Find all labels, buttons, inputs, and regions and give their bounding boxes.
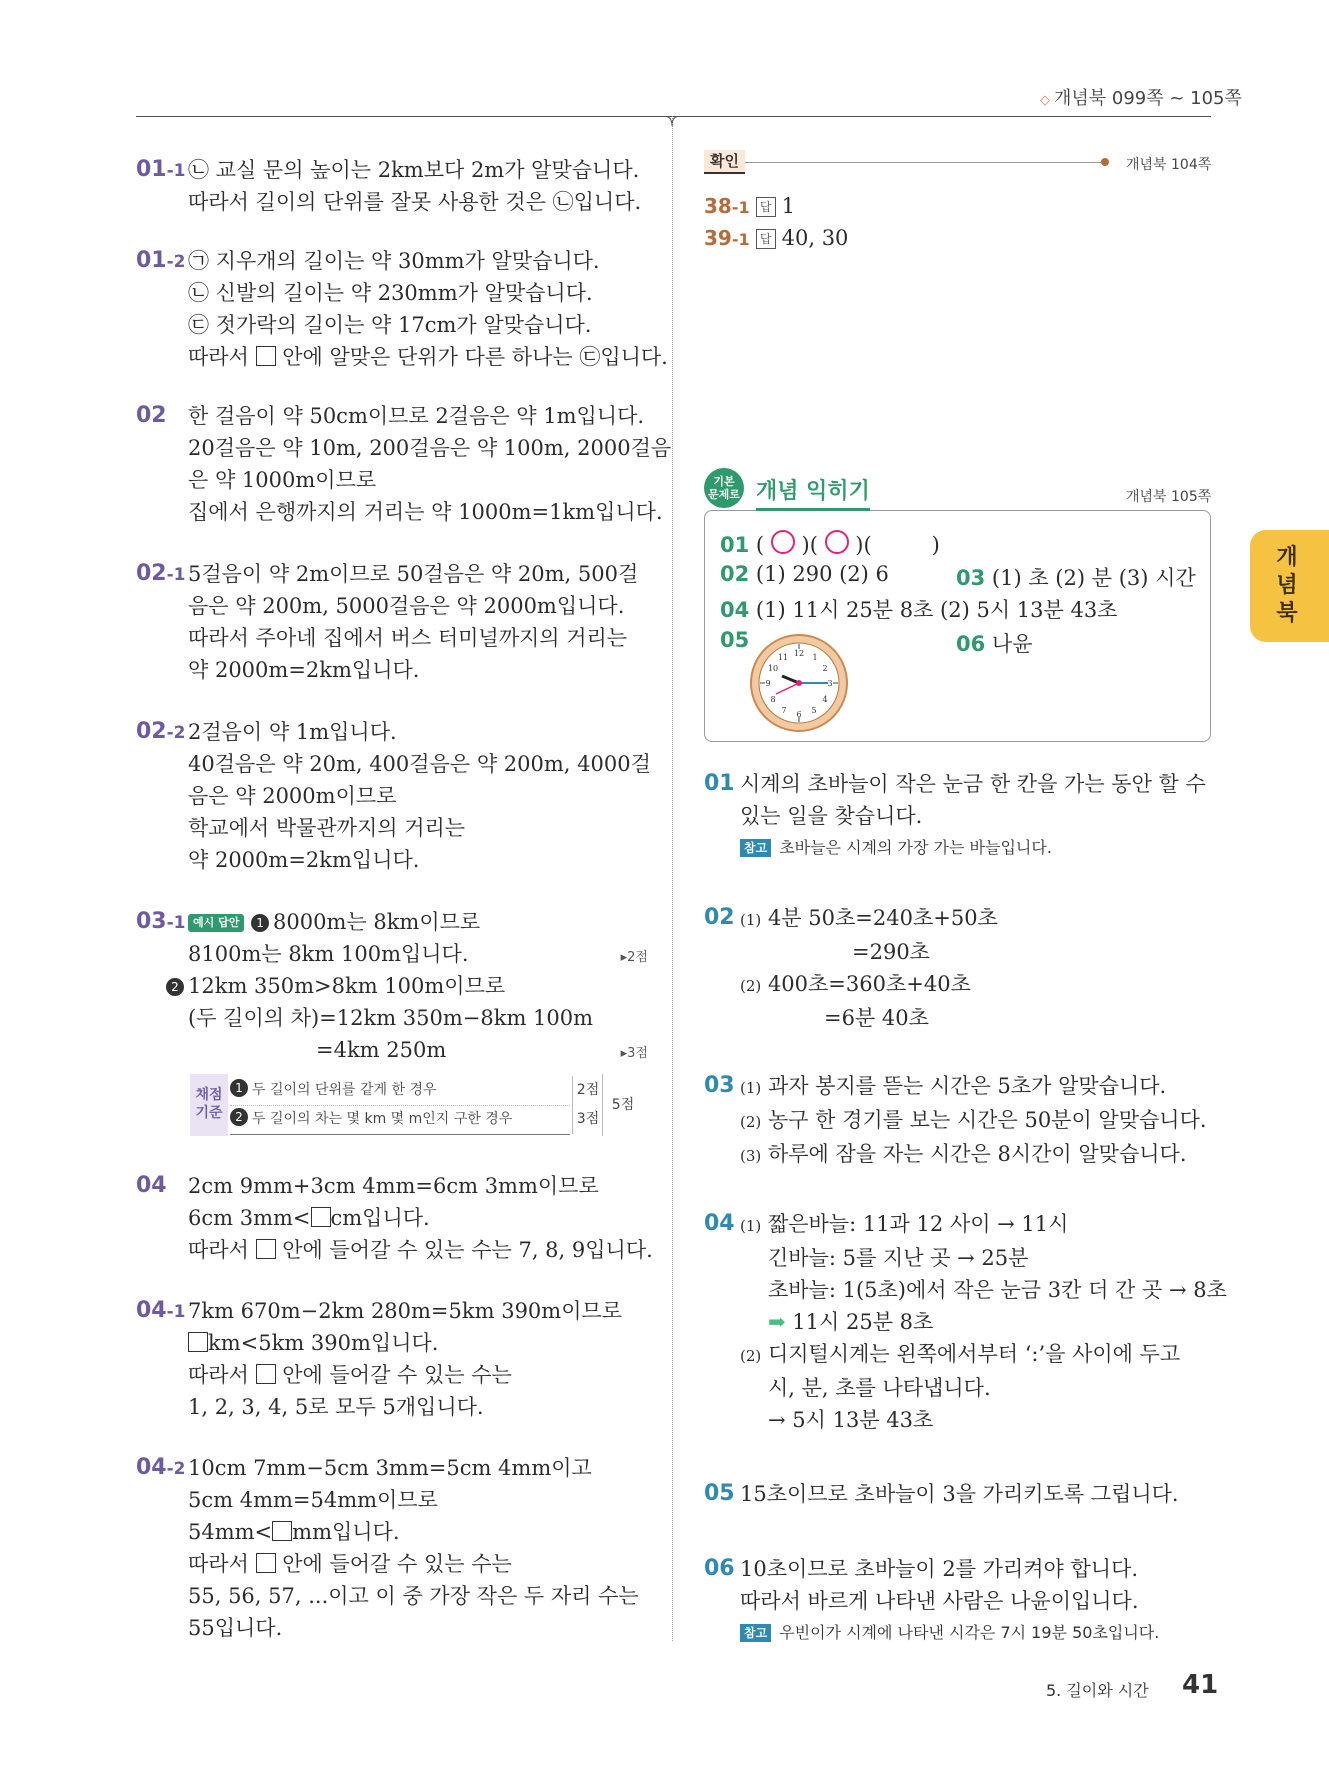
basic-01: 01 ( )( )( ) <box>720 530 940 557</box>
blank-box <box>272 1521 292 1541</box>
confirm-answer-39-1: 39-1 답 40, 30 <box>704 226 849 250</box>
confirm-reference: 개념북 104쪽 <box>1126 157 1212 173</box>
answer-icon: 답 <box>756 197 776 217</box>
page-number: 41 <box>1182 1670 1219 1700</box>
answer-04: 04 2cm 9mm+3cm 4mm=6cm 3mm이므로 6cm 3mm< cm입니다. 따라서 안에 들어갈 수 있는 수는 7, 8, 9입니다. <box>136 1173 653 1262</box>
step-2-icon: 2 <box>230 1108 248 1126</box>
svg-text:8: 8 <box>770 695 776 704</box>
diamond-icon: ◇ <box>1040 93 1050 108</box>
green-arrow-icon: ➡ <box>768 1309 786 1334</box>
answer-02: 02 한 걸음이 약 50cm이므로 2걸음은 약 1m입니다. 20걸음은 약 10m, 200걸음은 약 100m, 2000걸음 은 약 1000m이므로 집에서 은행까지의 거리는 약 1000m=1km입니다. <box>136 403 672 524</box>
chapter-label: 5. 길이와 시간 <box>1046 1681 1149 1700</box>
explain-01: 01 시계의 초바늘이 작은 눈금 한 칸을 가는 동안 할 수 있는 일을 찾습니다. 참고 초바늘은 시계의 가장 가는 바늘입니다. <box>704 771 1206 857</box>
blank-box <box>256 1239 276 1259</box>
svg-text:9: 9 <box>765 679 771 688</box>
basic-title-underline <box>756 508 870 511</box>
svg-text:11: 11 <box>777 653 789 662</box>
explain-05: 05 15초이므로 초바늘이 3을 가리키도록 그립니다. <box>704 1481 1179 1506</box>
answer-03-1: 03-1 예시 답안 1 8000m는 8km이므로 8100m는 8km 100m입니다. ▸2점 2 12km 350m>8km 100m이므로 (두 길이의 차)=12km 350m−8km 100m =4km 250m ▸3점 <box>136 906 656 1066</box>
answer-04-1: 04-1 7km 670m−2km 280m=5km 390m이므로 km<5km 390m입니다. 따라서 안에 들어갈 수 있는 수는 1, 2, 3, 4, 5로 모두 5개입니다. <box>136 1298 623 1419</box>
side-tab[interactable]: 개념북 <box>1250 530 1329 642</box>
note-tag: 참고 <box>740 839 771 857</box>
circle-mark-icon <box>771 530 795 554</box>
svg-text:6: 6 <box>796 710 802 719</box>
svg-text:4: 4 <box>822 695 828 704</box>
column-divider <box>672 116 673 1641</box>
example-answer-badge: 예시 답안 <box>188 914 244 932</box>
scoring-criteria: 채점 기준 1 두 길이의 단위를 같게 한 경우 2점 2 두 길이의 차는 몇 km 몇 m인지 구한 경우 3점 5점 <box>190 1074 644 1136</box>
svg-text:2: 2 <box>822 664 828 673</box>
note-tag: 참고 <box>740 1624 771 1642</box>
basic-reference: 개념북 105쪽 <box>1126 489 1212 505</box>
step-1-icon: 1 <box>251 914 269 932</box>
divider-notch <box>664 116 680 138</box>
blank-box <box>188 1332 208 1352</box>
basic-02: 02 (1) 290 (2) 6 <box>720 562 889 586</box>
blank-box <box>256 1364 276 1384</box>
basic-05: 05 <box>720 628 750 652</box>
basic-badge: 기본 문제로 <box>704 468 744 508</box>
explain-02: 02 (1) 4분 50초=240초+50초 =290초 (2) 400초=360초+40초 =6분 40초 <box>704 905 998 1030</box>
blank-box <box>311 1207 331 1227</box>
svg-text:3: 3 <box>827 679 833 688</box>
basic-03: 03 (1) 초 (2) 분 (3) 시간 <box>956 566 1196 590</box>
blank-box <box>256 346 276 366</box>
clock-icon <box>748 632 850 734</box>
blank-box <box>256 1553 276 1573</box>
points-2: ▸2점 <box>620 950 648 965</box>
answer-01-1: 01-1 ㉡ 교실 문의 높이는 2km보다 2m가 알맞습니다. 따라서 길이의 단위를 잘못 사용한 것은 ㉡입니다. <box>136 157 642 214</box>
explain-04: 04 (1) 짧은바늘: 11과 12 사이 → 11시 긴바늘: 5를 지난 곳 → 25분 초바늘: 1(5초)에서 작은 눈금 3칸 더 간 곳 → 8초 ➡ 11시 25분 8초 (2) 디지털시계는 왼쪽에서부터 ‘:’을 사이에 두고 시, 분, 초를 나타냅니다. → 5시 13분 43초 <box>704 1211 1227 1432</box>
step-1-icon: 1 <box>230 1079 248 1097</box>
page-reference: ◇ 개념북 099쪽 ~ 105쪽 <box>1040 88 1242 109</box>
answer-icon: 답 <box>756 229 776 249</box>
circle-mark-icon <box>825 530 849 554</box>
basic-title: 개념 익히기 <box>756 479 870 504</box>
answer-01-2: 01-2 ㉠ 지우개의 길이는 약 30mm가 알맞습니다. ㉡ 신발의 길이는 약 230mm가 알맞습니다. ㉢ 젓가락의 길이는 약 17cm가 알맞습니다. 따라서 안에 알맞은 단위가 다른 하나는 ㉢입니다. <box>136 248 668 369</box>
answer-02-2: 02-2 2걸음이 약 1m입니다. 40걸음은 약 20m, 400걸음은 약 200m, 4000걸 음은 약 2000m이므로 학교에서 박물관까지의 거리는 약 2000m=2km입니다. <box>136 719 651 872</box>
points-3: ▸3점 <box>620 1046 648 1061</box>
step-2-icon: 2 <box>166 978 184 996</box>
answer-02-1: 02-1 5걸음이 약 2m이므로 50걸음은 약 20m, 500걸 음은 약 200m, 5000걸음은 약 2000m입니다. 따라서 주아네 집에서 버스 터미널까지의 거리는 약 2000m=2km입니다. <box>136 561 639 682</box>
svg-text:12: 12 <box>793 649 805 658</box>
confirm-answer-38-1: 38-1 답 1 <box>704 194 795 218</box>
confirm-rule <box>740 162 1105 163</box>
explain-03: 03 (1) 과자 봉지를 뜯는 시간은 5초가 알맞습니다. (2) 농구 한 경기를 보는 시간은 50분이 알맞습니다. (3) 하루에 잠을 자는 시간은 8시간이 알맞습니다. <box>704 1073 1207 1166</box>
answer-04-2: 04-2 10cm 7mm−5cm 3mm=5cm 4mm이고 5cm 4mm=54mm이므로 54mm< mm입니다. 따라서 안에 들어갈 수 있는 수는 55, 56, 57, ...이고 이 중 가장 작은 두 자리 수는 55입니다. <box>136 1455 639 1640</box>
confirm-tag: 확인 <box>704 150 745 174</box>
explain-06: 06 10초이므로 초바늘이 2를 가리켜야 합니다. 따라서 바르게 나타낸 사람은 나윤이입니다. 참고 우빈이가 시계에 나타낸 시각은 7시 19분 50초입니다. <box>704 1556 1160 1642</box>
svg-text:10: 10 <box>767 664 779 673</box>
confirm-dot <box>1101 158 1109 166</box>
svg-text:5: 5 <box>811 706 817 715</box>
basic-04: 04 (1) 11시 25분 8초 (2) 5시 13분 43초 <box>720 598 1118 622</box>
svg-text:1: 1 <box>812 653 818 662</box>
basic-06: 06 나윤 <box>956 632 1033 656</box>
svg-text:7: 7 <box>781 706 787 715</box>
